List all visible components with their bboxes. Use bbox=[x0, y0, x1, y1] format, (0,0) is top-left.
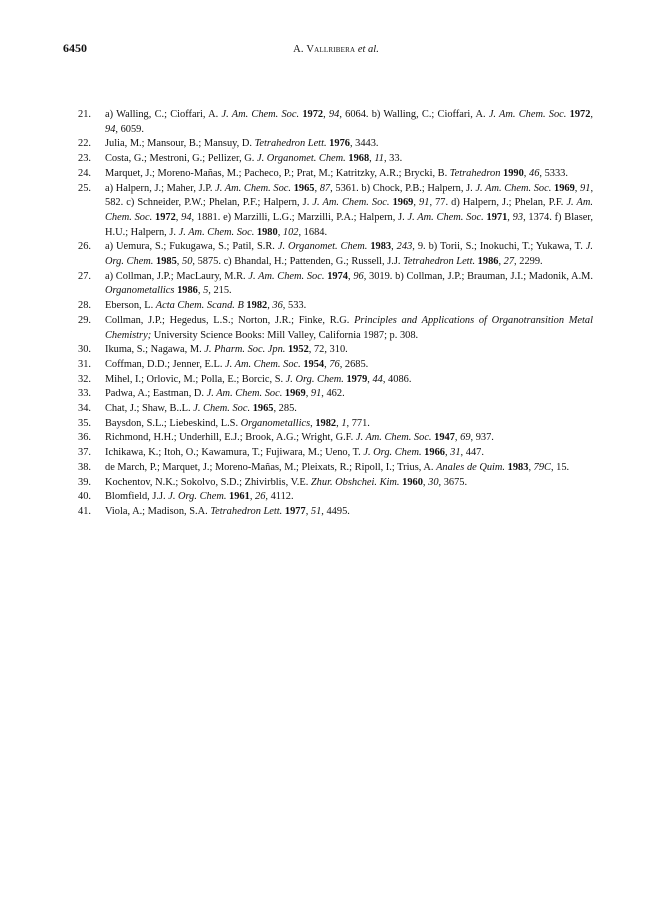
reference-segment: , 285. bbox=[273, 403, 297, 415]
reference-segment: 94 bbox=[181, 211, 192, 223]
reference-segment: J. Am. Chem. Soc. bbox=[475, 182, 552, 194]
reference-segment: , bbox=[305, 505, 311, 517]
reference-segment: 36 bbox=[272, 300, 283, 312]
reference-text bbox=[105, 417, 593, 432]
reference-segment: , 72, 310. bbox=[308, 344, 348, 356]
reference-segment: , 5361. b) Chock, P.B.; Halpern, J. bbox=[330, 182, 476, 194]
reference-segment: 87 bbox=[319, 182, 331, 194]
reference-list bbox=[78, 108, 593, 520]
reference-segment: , bbox=[176, 256, 182, 268]
reference-item bbox=[78, 461, 593, 476]
reference-segment: 1986 bbox=[177, 285, 198, 297]
reference-segment: 1947 bbox=[434, 432, 455, 444]
reference-text bbox=[105, 167, 593, 182]
reference-segment: 1965 bbox=[293, 182, 315, 194]
reference-segment: , 937. bbox=[470, 432, 494, 444]
reference-text bbox=[105, 343, 593, 358]
reference-segment: 69 bbox=[460, 432, 471, 444]
reference-segment: , 462. bbox=[321, 388, 345, 400]
reference-segment: de March, P.; Marquet, J.; Moreno-Mañas, M.; Pleixats, R.; Ripoll, I.; Trius, A. bbox=[105, 461, 437, 473]
reference-segment: 79C bbox=[533, 461, 551, 473]
reference-segment: Padwa, A.; Eastman, D. bbox=[105, 388, 207, 400]
reference-segment: a) Collman, J.P.; MacLaury, M.R. bbox=[105, 270, 249, 282]
reference-segment: , bbox=[324, 358, 330, 370]
reference-segment: 1954 bbox=[303, 358, 325, 370]
reference-segment: Chat, J.; Shaw, B..L. bbox=[105, 403, 194, 415]
reference-segment: 26 bbox=[255, 491, 266, 503]
reference-segment: 1979 bbox=[346, 373, 368, 385]
reference-segment: 1983 bbox=[370, 241, 392, 253]
reference-segment: , bbox=[367, 373, 373, 385]
reference-segment: J. Am. Chem. Soc. bbox=[407, 211, 484, 223]
reference-segment: , bbox=[498, 256, 504, 268]
reference-text bbox=[105, 373, 593, 388]
reference-text bbox=[105, 476, 593, 491]
reference-segment: , 33. bbox=[383, 153, 403, 165]
reference-segment: , 3675. bbox=[438, 476, 468, 488]
reference-segment: , bbox=[391, 241, 397, 253]
reference-segment: Mihel, I.; Orlovic, M.; Polla, E.; Borcic, S. bbox=[105, 373, 286, 385]
reference-number: 26. bbox=[78, 241, 91, 253]
reference-text bbox=[105, 461, 593, 476]
reference-segment: Zhur. Obshchei. Kim. bbox=[310, 476, 400, 488]
reference-segment: , 3443. bbox=[349, 138, 379, 150]
reference-segment: Blomfield, J.J. bbox=[105, 491, 169, 503]
reference-item bbox=[78, 240, 593, 269]
reference-segment: J. Am. Chem. Soc. bbox=[488, 109, 567, 120]
reference-segment: Viola, A.; Madison, S.A. bbox=[105, 505, 211, 517]
reference-segment: 1969 bbox=[554, 182, 575, 194]
reference-segment: 1965 bbox=[252, 403, 274, 415]
running-head-et-al: et al. bbox=[355, 44, 379, 55]
reference-segment: 102 bbox=[282, 226, 299, 238]
reference-segment: University Science Books: Mill Valley, California 1987; p. 308. bbox=[151, 329, 419, 341]
page-number: 6450 bbox=[63, 41, 87, 55]
reference-text bbox=[105, 490, 593, 505]
reference-segment: , 582. c) Schneider, P.W.; Phelan, P.F.; Halpern, J. bbox=[105, 182, 594, 209]
reference-segment: 1986 bbox=[477, 256, 499, 268]
reference-text bbox=[105, 182, 593, 241]
reference-segment: Richmond, H.H.; Underhill, E.J.; Brook, A.G.; Wright, G.F. bbox=[105, 432, 356, 444]
reference-text bbox=[105, 299, 593, 314]
reference-item bbox=[78, 417, 593, 432]
reference-segment: 51 bbox=[310, 505, 322, 517]
reference-number: 40. bbox=[78, 491, 91, 503]
reference-segment: 5 bbox=[203, 285, 209, 297]
reference-segment: , 533. bbox=[282, 300, 307, 312]
reference-number: 37. bbox=[78, 447, 91, 459]
reference-number: 36. bbox=[78, 432, 91, 444]
reference-segment: , bbox=[175, 211, 182, 223]
reference-segment: J. Pharm. Soc. Jpn. bbox=[204, 344, 286, 356]
reference-item bbox=[78, 108, 593, 137]
reference-segment: J. Am. Chem. Soc. bbox=[225, 358, 301, 370]
reference-segment: , bbox=[347, 270, 354, 282]
reference-text bbox=[105, 314, 593, 343]
reference-segment: , bbox=[528, 461, 534, 473]
reference-segment: 30 bbox=[428, 476, 439, 488]
reference-segment: , 1881. e) Marzilli, L.G.; Marzilli, P.A.; Halpern, J. bbox=[191, 211, 408, 223]
reference-segment: , 4495. bbox=[321, 505, 350, 517]
reference-segment: Ikuma, S.; Nagawa, M. bbox=[105, 344, 205, 356]
reference-segment: , 4112. bbox=[265, 491, 294, 503]
reference-text bbox=[105, 402, 593, 417]
reference-segment: 93 bbox=[512, 211, 524, 223]
reference-segment: 91 bbox=[419, 197, 430, 209]
reference-text bbox=[105, 505, 593, 520]
reference-segment: , bbox=[277, 226, 283, 238]
reference-segment: Baysdon, S.L.; Liebeskind, L.S. bbox=[105, 417, 241, 429]
reference-segment: , 5333. bbox=[539, 167, 568, 179]
reference-segment: 1980 bbox=[256, 226, 278, 238]
reference-segment: J. Organomet. Chem. bbox=[256, 153, 346, 165]
reference-segment: a) Uemura, S.; Fukugawa, S.; Patil, S.R. bbox=[105, 241, 278, 253]
reference-number: 38. bbox=[78, 461, 91, 473]
reference-item bbox=[78, 505, 593, 520]
reference-item bbox=[78, 152, 593, 167]
reference-segment: J. Am. Chem. Soc. bbox=[248, 270, 325, 282]
reference-item bbox=[78, 358, 593, 373]
reference-number: 21. bbox=[78, 109, 91, 120]
reference-segment: 1974 bbox=[327, 270, 348, 282]
reference-item bbox=[78, 387, 593, 402]
reference-text bbox=[105, 387, 593, 402]
reference-segment: Collman, J.P.; Hegedus, L.S.; Norton, J.R.; Finke, R.G. bbox=[105, 314, 355, 326]
reference-segment: , bbox=[444, 447, 451, 459]
reference-text bbox=[105, 240, 593, 269]
reference-segment: 94 bbox=[328, 109, 340, 120]
reference-item bbox=[78, 137, 593, 152]
reference-segment: , 6059. bbox=[115, 123, 144, 135]
reference-segment: 1 bbox=[341, 417, 347, 429]
reference-segment: 11 bbox=[374, 153, 384, 165]
reference-number: 31. bbox=[78, 358, 91, 370]
reference-segment: J. Org. Chem. bbox=[105, 241, 593, 268]
reference-segment: J. Am. Chem. Soc. bbox=[312, 197, 390, 209]
reference-number: 35. bbox=[78, 417, 91, 429]
reference-segment: , bbox=[310, 417, 316, 429]
reference-item bbox=[78, 490, 593, 505]
reference-text bbox=[105, 152, 593, 167]
reference-segment: , bbox=[422, 476, 429, 488]
running-head-author: A. Vallribera bbox=[293, 44, 356, 55]
reference-segment: 1952 bbox=[287, 344, 309, 356]
reference-segment: 31 bbox=[450, 447, 461, 459]
reference-segment: Organometallics bbox=[105, 285, 175, 297]
reference-segment: J. Am. Chem. Soc. bbox=[206, 388, 283, 400]
reference-segment: a) Halpern, J.; Maher, J.P. bbox=[105, 182, 216, 194]
reference-segment: 76 bbox=[329, 358, 340, 370]
reference-item bbox=[78, 402, 593, 417]
reference-segment: 27 bbox=[503, 256, 515, 268]
reference-segment: , 5875. c) Bhandal, H.; Pattenden, G.; Russell, J.J. bbox=[192, 256, 404, 268]
reference-segment: , bbox=[590, 109, 594, 120]
reference-segment: 91 bbox=[310, 388, 322, 400]
reference-segment: Tetrahedron Lett. bbox=[403, 256, 476, 268]
reference-segment: , 77. d) Halpern, J.; Phelan, P.F. bbox=[429, 197, 567, 209]
reference-number: 23. bbox=[78, 153, 91, 165]
reference-segment: , bbox=[454, 432, 461, 444]
reference-segment: 1982 bbox=[246, 300, 268, 312]
reference-segment: , bbox=[267, 300, 273, 312]
reference-segment: 1969 bbox=[392, 197, 414, 209]
reference-number: 25. bbox=[78, 182, 91, 194]
reference-segment: J. Chem. Soc. bbox=[193, 403, 251, 415]
reference-segment: 1985 bbox=[156, 256, 177, 268]
reference-segment: , bbox=[249, 491, 256, 503]
reference-number: 22. bbox=[78, 138, 91, 150]
reference-segment: J. Am. Chem. Soc. bbox=[178, 226, 255, 238]
reference-segment: a) Walling, C.; Cioffari, A. bbox=[105, 109, 222, 120]
reference-segment: Marquet, J.; Moreno-Mañas, M.; Pacheco, P.; Prat, M.; Katritzky, A.R.; Brycki, B. bbox=[105, 167, 450, 179]
reference-item bbox=[78, 431, 593, 446]
reference-segment: Tetrahedron Lett. bbox=[254, 138, 327, 150]
reference-segment: , bbox=[413, 197, 420, 209]
reference-segment: Principles and Applications of Organotransition Metal Chemistry; bbox=[105, 314, 593, 341]
reference-segment: , 447. bbox=[460, 447, 484, 459]
reference-segment: , bbox=[336, 417, 342, 429]
reference-number: 32. bbox=[78, 373, 91, 385]
reference-segment: Eberson, L. bbox=[105, 300, 156, 312]
reference-segment: Tetrahedron bbox=[449, 167, 501, 179]
reference-segment: , bbox=[305, 388, 311, 400]
reference-segment: Anales de Quim. bbox=[436, 461, 506, 473]
reference-text bbox=[105, 358, 593, 373]
reference-segment: , bbox=[574, 182, 581, 194]
reference-segment: 1972 bbox=[302, 109, 324, 120]
reference-item bbox=[78, 446, 593, 461]
reference-segment: 1983 bbox=[507, 461, 529, 473]
reference-segment: , 1684. bbox=[298, 226, 328, 238]
reference-segment: 1960 bbox=[402, 476, 423, 488]
reference-segment: , 215. bbox=[208, 285, 232, 297]
reference-segment: 1968 bbox=[348, 153, 370, 165]
reference-segment: , bbox=[507, 211, 513, 223]
reference-item bbox=[78, 182, 593, 241]
reference-item bbox=[78, 167, 593, 182]
reference-segment: 1977 bbox=[284, 505, 306, 517]
reference-segment: Kochentov, N.K.; Sokolvo, S.D.; Zhivirblis, V.E. bbox=[105, 476, 311, 488]
reference-segment: J. Am. Chem. Soc. bbox=[105, 197, 593, 223]
reference-segment: , bbox=[369, 153, 375, 165]
reference-segment: , bbox=[523, 167, 529, 179]
running-head bbox=[0, 44, 672, 55]
reference-segment: J. Am. Chem. Soc. bbox=[355, 432, 432, 444]
reference-segment: , 771. bbox=[346, 417, 370, 429]
reference-segment: 1972 bbox=[155, 211, 176, 223]
reference-segment: 1976 bbox=[329, 138, 350, 150]
reference-segment: 94 bbox=[105, 123, 116, 135]
reference-number: 34. bbox=[78, 403, 91, 415]
reference-segment: , bbox=[323, 109, 329, 120]
reference-segment: , 1374. f) Blaser, H.U.; Halpern, J. bbox=[105, 211, 593, 238]
reference-text bbox=[105, 446, 593, 461]
reference-item bbox=[78, 299, 593, 314]
reference-segment: Coffman, D.D.; Jenner, E.L. bbox=[105, 358, 226, 370]
reference-segment: J. Org. Chem. bbox=[285, 373, 344, 385]
reference-segment: , 2299. bbox=[514, 256, 543, 268]
reference-number: 27. bbox=[78, 270, 91, 282]
reference-text bbox=[105, 137, 593, 152]
reference-segment: , 3019. b) Collman, J.P.; Brauman, J.I.; Madonik, A.M. bbox=[363, 270, 593, 282]
reference-segment: 44 bbox=[372, 373, 383, 385]
reference-segment: , bbox=[197, 285, 204, 297]
reference-item bbox=[78, 476, 593, 491]
reference-segment: J. Organomet. Chem. bbox=[277, 241, 368, 253]
reference-segment: Costa, G.; Mestroni, G.; Pellizer, G. bbox=[105, 153, 257, 165]
reference-segment: 1982 bbox=[315, 417, 337, 429]
reference-segment: 1969 bbox=[284, 388, 306, 400]
reference-item bbox=[78, 373, 593, 388]
reference-segment: 1966 bbox=[424, 447, 445, 459]
reference-text bbox=[105, 108, 593, 137]
reference-segment: 1972 bbox=[569, 109, 591, 120]
reference-segment: J. Am. Chem. Soc. bbox=[221, 109, 300, 120]
reference-segment: , 15. bbox=[550, 461, 570, 473]
reference-number: 29. bbox=[78, 314, 91, 326]
reference-item bbox=[78, 343, 593, 358]
reference-segment: 1961 bbox=[229, 491, 250, 503]
reference-segment: , 2685. bbox=[339, 358, 369, 370]
reference-segment: , 4086. bbox=[382, 373, 412, 385]
reference-segment: 1971 bbox=[486, 211, 508, 223]
reference-segment: Julia, M.; Mansour, B.; Mansuy, D. bbox=[105, 138, 255, 150]
reference-segment: 96 bbox=[353, 270, 364, 282]
reference-segment: 50 bbox=[182, 256, 193, 268]
reference-number: 33. bbox=[78, 388, 91, 400]
reference-item bbox=[78, 314, 593, 343]
reference-segment: 1990 bbox=[503, 167, 524, 179]
reference-number: 41. bbox=[78, 505, 91, 517]
reference-segment: Acta Chem. Scand. B bbox=[155, 300, 244, 312]
reference-segment: 243 bbox=[396, 241, 413, 253]
reference-segment: , 9. b) Torii, S.; Inokuchi, T.; Yukawa, T. bbox=[412, 241, 586, 253]
reference-segment: J. Am. Chem. Soc. bbox=[215, 182, 292, 194]
reference-segment: 46 bbox=[529, 167, 540, 179]
reference-number: 24. bbox=[78, 167, 91, 179]
reference-segment: , 6064. b) Walling, C.; Cioffari, A. bbox=[339, 109, 489, 120]
reference-text bbox=[105, 431, 593, 446]
reference-item bbox=[78, 270, 593, 299]
reference-segment: J. Org. Chem. bbox=[168, 491, 227, 503]
reference-segment: 91 bbox=[580, 182, 591, 194]
reference-number: 30. bbox=[78, 344, 91, 356]
reference-number: 39. bbox=[78, 476, 91, 488]
reference-number: 28. bbox=[78, 300, 91, 312]
reference-segment: J. Org. Chem. bbox=[363, 447, 422, 459]
reference-segment: Ichikawa, K.; Itoh, O.; Kawamura, T.; Fujiwara, M.; Ueno, T. bbox=[105, 447, 364, 459]
reference-segment: Organometallics bbox=[240, 417, 311, 429]
reference-text bbox=[105, 270, 593, 299]
reference-segment: , bbox=[314, 182, 320, 194]
reference-segment: Tetrahedron Lett. bbox=[210, 505, 283, 517]
